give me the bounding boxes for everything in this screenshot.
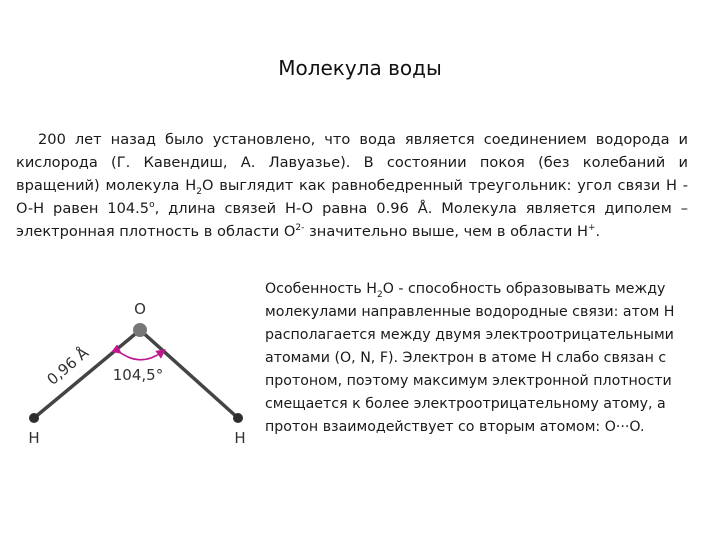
hydrogen-atom-left [29,413,39,423]
hydrogen-atom-right [233,413,243,423]
bond-length-label: 0,96 Å [43,343,93,389]
intro-paragraph [16,128,688,243]
intro-text-4: значительно выше, чем в области H [304,223,588,240]
intro-text-5: . [595,223,601,240]
right-text-1: Особенность H [265,281,377,297]
slide-title: Молекула воды [278,56,442,80]
intro-text-1: 200 лет назад было установлено, что вода является соединением водорода и кислорода (Г. Кавендиш, А. Лавуазье). В состоянии покоя (без колебаний и вращений) молекула H [16,131,688,194]
intro-subscript-2: 2 [196,186,202,197]
intro-text-2: O выглядит как равнобедренный треугольник: угол связи H -O-H равен 104.5 [16,177,688,217]
intro-charge-sup: 2- [295,223,305,234]
oxygen-atom [133,323,147,337]
hydrogen-bond-paragraph [265,278,695,439]
intro-degree-sup: о [149,200,155,211]
right-text-2: O - способность образовывать между молекулами направленные водородные связи: атом H располагается между двумя электроотрицательными атомами (O, N, F). Электрон в атоме H слабо связан с протоном, поэтому максимум электронной плотности смещается к более электроотрицательному атому, а протон взаимодействует со вторым атомом: O···O. [265,281,675,435]
hydrogen-left-label: H [28,429,40,447]
right-subscript-2: 2 [376,289,383,300]
oxygen-label: O [134,300,146,318]
hydrogen-right-label: H [234,429,246,447]
bond-angle-label: 104,5° [112,366,164,384]
water-molecule-diagram [18,296,258,456]
bond-angle-arc [118,351,162,360]
intro-plus-sup: + [587,223,596,234]
intro-text-3: , длина связей H-O равна 0.96 Å. Молекула является диполем – электронная плотность в области O [16,200,688,240]
